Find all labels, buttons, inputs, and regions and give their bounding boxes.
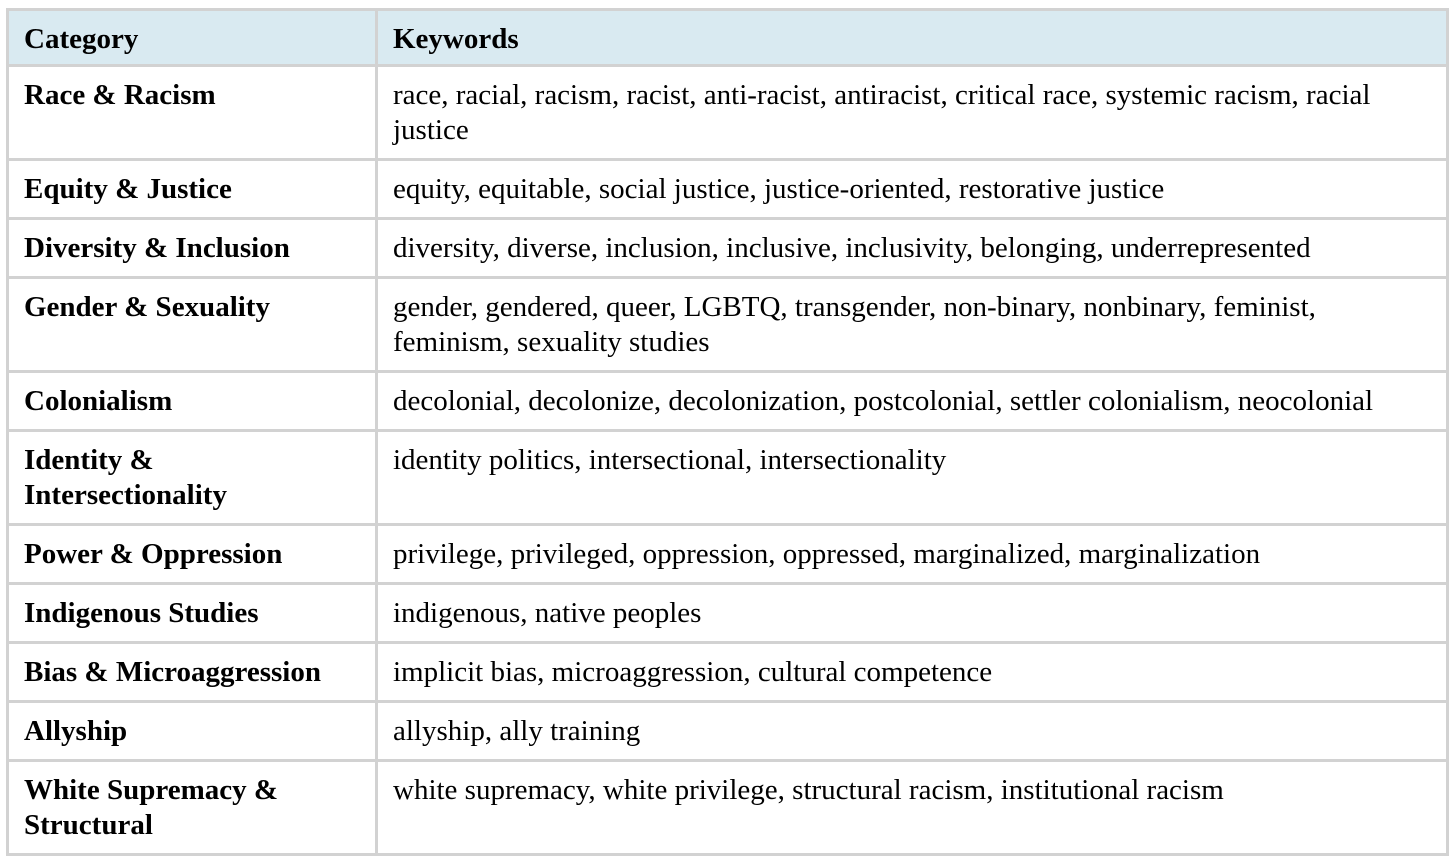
keywords-cell: indigenous, native peoples — [377, 584, 1448, 643]
table-row — [8, 431, 1448, 525]
table-row — [8, 643, 1448, 702]
table-row — [8, 219, 1448, 278]
table-row — [8, 702, 1448, 761]
keywords-cell: implicit bias, microaggression, cultural competence — [377, 643, 1448, 702]
keywords-cell: privilege, privileged, oppression, oppressed, marginalized, marginalization — [377, 525, 1448, 584]
category-cell: Race & Racism — [8, 66, 377, 160]
category-cell: Power & Oppression — [8, 525, 377, 584]
keywords-cell: allyship, ally training — [377, 702, 1448, 761]
keywords-cell: decolonial, decolonize, decolonization, postcolonial, settler colonialism, neocolonial — [377, 372, 1448, 431]
keywords-cell: diversity, diverse, inclusion, inclusive, inclusivity, belonging, underrepresented — [377, 219, 1448, 278]
keyword-category-table — [6, 8, 1449, 856]
keyword-table-container — [6, 8, 1446, 856]
keywords-cell: gender, gendered, queer, LGBTQ, transgender, non-binary, nonbinary, feminist, feminism, sexuality studies — [377, 278, 1448, 372]
category-cell: White Supremacy & Structural — [8, 761, 377, 855]
table-row — [8, 761, 1448, 855]
keywords-cell: equity, equitable, social justice, justice-oriented, restorative justice — [377, 160, 1448, 219]
table-row — [8, 584, 1448, 643]
keywords-cell: white supremacy, white privilege, structural racism, institutional racism — [377, 761, 1448, 855]
category-cell: Gender & Sexuality — [8, 278, 377, 372]
table-row — [8, 66, 1448, 160]
category-cell: Colonialism — [8, 372, 377, 431]
keywords-cell: race, racial, racism, racist, anti-racist, antiracist, critical race, systemic racism, racial justice — [377, 66, 1448, 160]
category-cell: Bias & Microaggression — [8, 643, 377, 702]
category-cell: Equity & Justice — [8, 160, 377, 219]
category-cell: Allyship — [8, 702, 377, 761]
category-cell: Diversity & Inclusion — [8, 219, 377, 278]
table-row — [8, 278, 1448, 372]
header-keywords: Keywords — [377, 10, 1448, 66]
header-category: Category — [8, 10, 377, 66]
table-row — [8, 372, 1448, 431]
table-row — [8, 525, 1448, 584]
category-cell: Identity & Intersectionality — [8, 431, 377, 525]
table-row — [8, 160, 1448, 219]
category-cell: Indigenous Studies — [8, 584, 377, 643]
table-header-row — [8, 10, 1448, 66]
keywords-cell: identity politics, intersectional, intersectionality — [377, 431, 1448, 525]
